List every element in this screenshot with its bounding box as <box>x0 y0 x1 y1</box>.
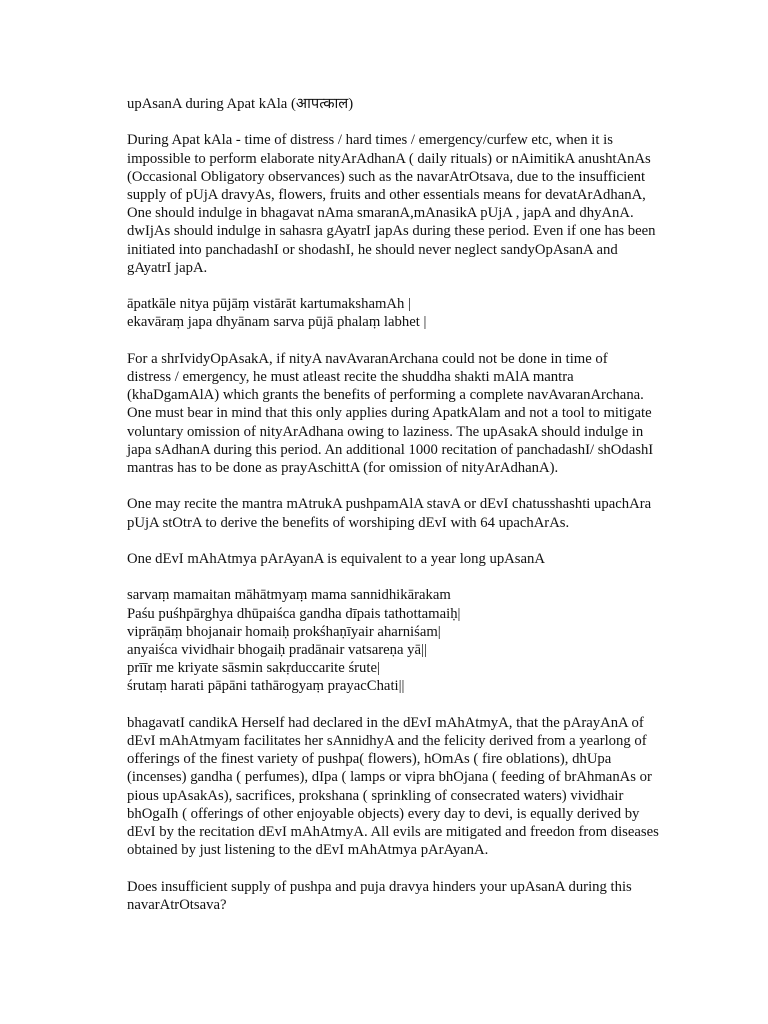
paragraph-verse-1 <box>127 295 687 331</box>
text-line: Paśu puśhpārghya dhūpaiśca gandha dīpais tathottamaiḥ| <box>127 605 461 622</box>
text-line: āpatkāle nitya pūjāṃ vistārāt kartumakshamAh | <box>127 296 411 313</box>
text-line: navarAtrOtsava? <box>127 896 227 913</box>
document-page <box>127 95 687 932</box>
text-line: bhOgaIh ( offerings of other enjoyable objects) every day to devi, is equally derived by <box>127 805 640 822</box>
text-line: dwIjAs should indulge in sahasra gAyatrI japAs during these period. Even if one has been <box>127 223 656 240</box>
text-line: dEvI mAhAtmyam facilitates her sAnnidhyA and the felicity derived from a yearlong of <box>127 733 647 749</box>
text-line: One must bear in mind that this only applies during ApatkAlam and not a tool to mitigate <box>127 405 652 422</box>
document-body <box>127 131 687 914</box>
paragraph-matruka <box>127 495 687 531</box>
text-line: One may recite the mantra mAtrukA pushpamAlA stavA or dEvI chatusshashti upachAra <box>127 496 652 513</box>
paragraph-parayana <box>127 550 687 568</box>
paragraph-intro <box>127 131 687 277</box>
text-line: obtained by just listening to the dEvI mAhAtmya pArAyanA. <box>127 842 489 859</box>
document-title: upAsanA during Apat kAla (आपत्काल) <box>127 96 354 112</box>
text-line: (khaDgamAlA) which grants the benefits of performing a complete navAvaranArchana. <box>127 387 644 404</box>
text-line: (Occasional Obligatory observances) such as the navarAtrOtsava, due to the insufficient <box>127 168 646 185</box>
text-line: initiated into panchadashI or shodashI, he should never neglect sandyOpAsanA and <box>127 241 618 258</box>
text-line: dEvI by the recitation dEvI mAhAtmyA. All evils are mitigated and freedon from diseases <box>127 824 659 841</box>
text-line: pious upAsakAs), sacrifices, prokshana ( sprinkling of consecrated waters) vividhair <box>127 787 624 804</box>
text-line: During Apat kAla - time of distress / hard times / emergency/curfew etc, when it is <box>127 132 613 149</box>
text-line: voluntary omission of nityArAdhana owing to laziness. The upAsakA should indulge in <box>127 423 644 440</box>
text-line: anyaiśca vividhair bhogaiḥ pradānair vatsareṇa yā|| <box>127 642 427 658</box>
text-line: pUjA stOtrA to derive the benefits of worshiping dEvI with 64 upachArAs. <box>127 514 570 531</box>
text-line: viprāṇāṃ bhojanair homaiḥ prokśhaṇīyair aharniśam| <box>127 623 441 640</box>
text-line: (incenses) gandha ( perfumes), dIpa ( lamps or vipra bhOjana ( feeding of brAhmanAs or <box>127 769 652 786</box>
paragraph-candika <box>127 714 687 860</box>
text-line: For a shrIvidyOpAsakA, if nityA navAvaranArchana could not be done in time of <box>127 350 608 367</box>
paragraph-question <box>127 878 687 914</box>
text-line: śrutaṃ harati pāpāni tathārogyaṃ prayacChati|| <box>127 678 405 695</box>
text-line: ekavāraṃ japa dhyānam sarva pūjā phalaṃ labhet | <box>127 314 427 331</box>
text-line: gAyatrI japA. <box>127 259 208 276</box>
text-line: japa sAdhanA during this period. An additional 1000 recitation of panchadashI/ shOdashI <box>127 441 654 458</box>
text-line: bhagavatI candikA Herself had declared in the dEvI mAhAtmyA, that the pArayAnA of <box>127 714 644 731</box>
text-line: impossible to perform elaborate nityArAdhanA ( daily rituals) or nAimitikA anushtAnAs <box>127 150 651 167</box>
text-line: Does insufficient supply of pushpa and puja dravya hinders your upAsanA during this <box>127 878 632 895</box>
text-line: offerings of the finest variety of pushpa( flowers), hOmAs ( fire oblations), dhUpa <box>127 751 612 768</box>
paragraph-verse-2 <box>127 586 687 695</box>
text-line: prīīr me kriyate sāsmin sakṛduccarite śrute| <box>127 660 380 677</box>
text-line: One dEvI mAhAtmya pArAyanA is equivalent to a year long upAsanA <box>127 551 545 567</box>
text-line: sarvaṃ mamaitan māhātmyaṃ mama sannidhikārakam <box>127 587 451 604</box>
text-line: One should indulge in bhagavat nAma smaranA,mAnasikA pUjA , japA and dhyAnA. <box>127 205 634 222</box>
text-line: supply of pUjA dravyAs, flowers, fruits and other essentials means for devatArAdhanA, <box>127 187 646 203</box>
text-line: mantras has to be done as prayAschittA (for omission of nityArAdhanA). <box>127 460 559 477</box>
paragraph-shrividya <box>127 350 687 477</box>
text-line: distress / emergency, he must atleast recite the shuddha shakti mAlA mantra <box>127 369 574 385</box>
